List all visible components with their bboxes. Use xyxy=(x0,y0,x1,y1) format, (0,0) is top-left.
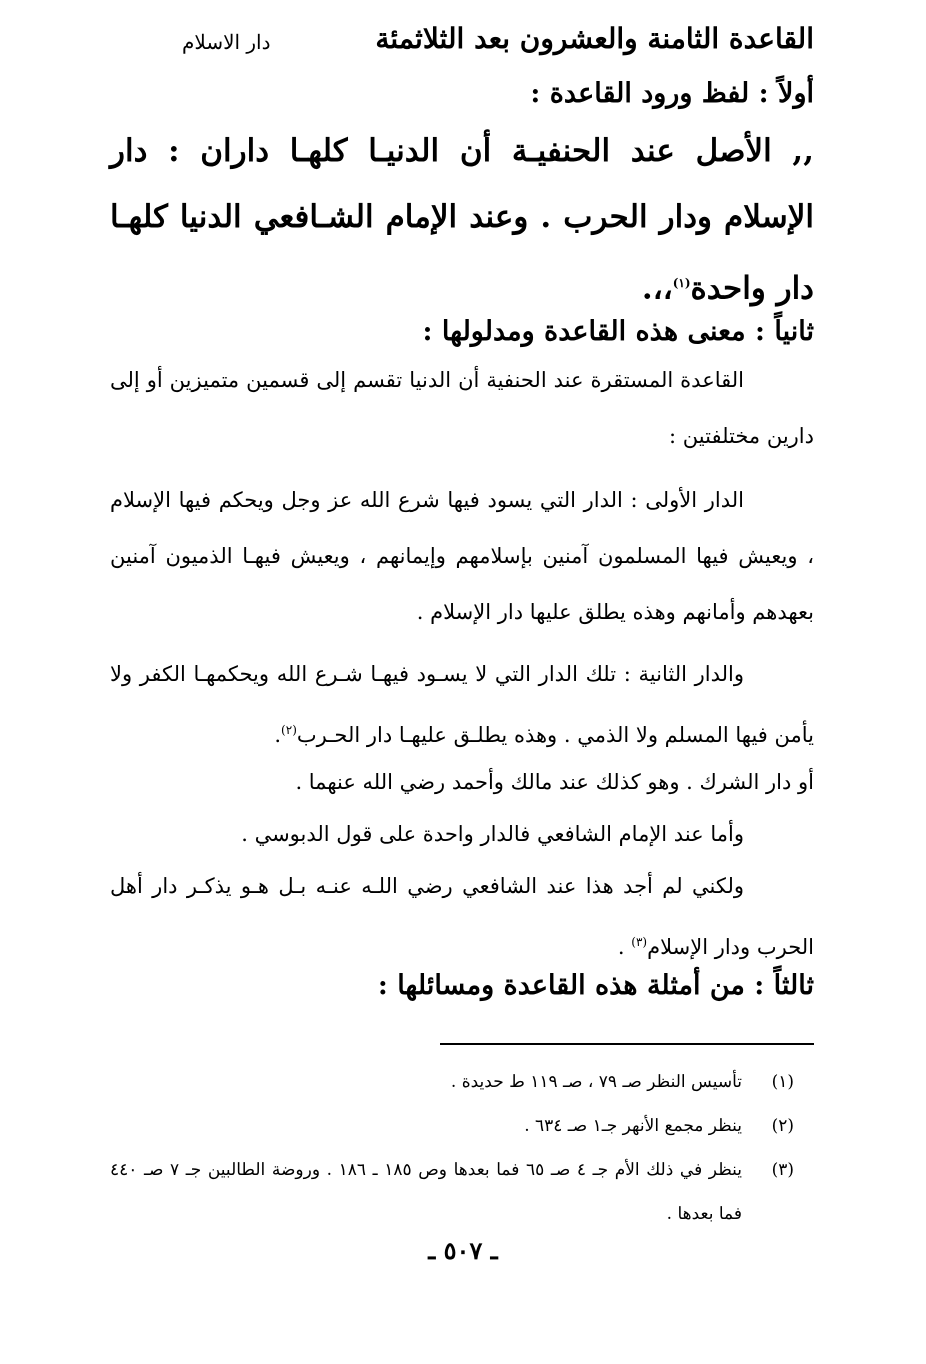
paragraph-first-abode: الدار الأولى : الدار التي يسود فيها شرع الله عز وجل ويحكم فيها الإسلام ، ويعيش فيها المسلمون آمنين بإسلامهم وإيمانهم ، ويعيش فيهـا الذميون آمنين بعهدهم وأمانهم وهذه يطلق عليها دار الإسلام . xyxy=(110,488,814,624)
footnote-number: (١) xyxy=(771,1072,794,1092)
second-abode-tail: . xyxy=(274,723,282,747)
rule-close: ،،. xyxy=(641,270,673,307)
book-title: دار الاسلام xyxy=(182,30,271,54)
footnote-ref-1: (١) xyxy=(672,276,691,290)
footnote-text: ينظر مجمع الأنهر جـ١ صـ ٦٣٤ . xyxy=(524,1116,742,1136)
paragraph-intro: القاعدة المستقرة عند الحنفية أن الدنيا تقسم إلى قسمين متميزين أو إلى دارين مختلفتين : xyxy=(110,368,814,448)
paragraph-author-note xyxy=(110,858,814,975)
rule-title: القاعدة الثامنة والعشرون بعد الثلاثمئة xyxy=(375,22,814,55)
second-abode-text: والدار الثانية : تلك الدار التي لا يسـود فيهـا شـرع الله ويحكمهـا الكفر ولا يأمن فيها المسلم ولا الذمي . وهذه يطلـق عليهـا دار الحـرب xyxy=(110,662,814,747)
page-header xyxy=(110,22,814,64)
rule-quote xyxy=(110,118,814,321)
author-note-tail: . xyxy=(617,935,632,959)
footnote-ref-2: (٢) xyxy=(281,723,297,737)
footnote-3 xyxy=(110,1148,794,1236)
author-note-text: ولكني لم أجد هذا عند الشافعي رضي اللـه عنـه بـل هـو يذكـر دار أهل الحرب ودار الإسلام xyxy=(110,874,814,959)
footnote-1 xyxy=(110,1060,794,1104)
second-heading: ثانياً : معنى هذه القاعدة ومدلولها : xyxy=(422,316,814,347)
footnote-ref-3: (٣) xyxy=(631,935,648,949)
paragraph-second-abode xyxy=(110,646,814,763)
rule-text: ,, الأصل عند الحنفيـة أن الدنيـا كلهـا داران : دار الإسلام ودار الحرب . وعند الإمام الشـافعي الدنيا كلهـا دار واحدة xyxy=(110,133,814,307)
footnote-text: ينظر في ذلك الأم جـ ٤ صـ ٦٥ فما بعدها وص ١٨٥ ـ ١٨٦ . وروضة الطالبين جـ ٧ صـ ٤٤٠ فما بعدها . xyxy=(110,1160,742,1224)
footnotes xyxy=(110,1060,794,1236)
footnote-2 xyxy=(110,1104,794,1148)
paragraph-shirk: أو دار الشرك . وهو كذلك عند مالك وأحمد رضي الله عنهما . xyxy=(295,770,814,794)
footnote-number: (٢) xyxy=(771,1116,794,1136)
third-heading: ثالثاً : من أمثلة هذه القاعدة ومسائلها : xyxy=(377,970,814,1001)
footnote-divider xyxy=(440,1043,814,1045)
footnote-text: تأسيس النظر صـ ٧٩ ، صـ ١١٩ ط حديدة . xyxy=(450,1072,742,1092)
first-heading: أولاً : لفظ ورود القاعدة : xyxy=(530,78,814,109)
page-number: ـ ٥٠٧ ـ xyxy=(428,1236,498,1265)
footnote-number: (٣) xyxy=(771,1160,794,1180)
paragraph-shafii: وأما عند الإمام الشافعي فالدار واحدة على قول الدبوسي . xyxy=(241,822,744,846)
